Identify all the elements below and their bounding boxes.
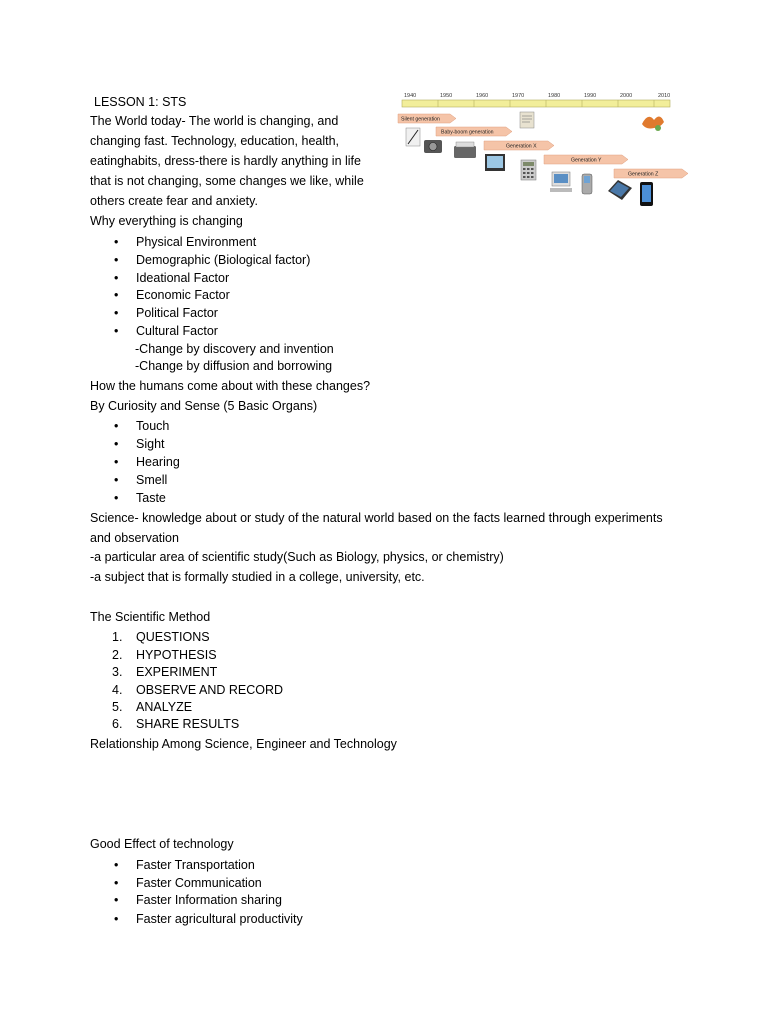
generation-arrow xyxy=(614,169,688,178)
generation-arrow xyxy=(398,114,456,123)
sense-text: Smell xyxy=(136,473,168,487)
science-line: Science- knowledge about or study of the natural world based on the facts learned through experiments xyxy=(90,511,663,525)
step-number: 5. xyxy=(112,700,123,714)
year-label: 2010 xyxy=(658,93,671,99)
year-label: 1950 xyxy=(440,93,453,99)
generation-label: Generation Z xyxy=(628,171,659,178)
list-item xyxy=(114,471,167,491)
sense-text: Sight xyxy=(136,437,165,451)
science-line: and observation xyxy=(90,531,179,545)
list-item xyxy=(114,910,303,930)
generation-arrow xyxy=(484,141,554,150)
step-text: QUESTIONS xyxy=(136,630,210,644)
science-line: -a particular area of scientific study(Such as Biology, physics, or chemistry) xyxy=(90,550,504,564)
generation-label: Baby-boom generation xyxy=(441,129,494,136)
bullet: • xyxy=(114,324,119,338)
sense-text: Taste xyxy=(136,491,166,505)
list-item xyxy=(112,715,239,735)
lesson-title: LESSON 1: STS xyxy=(94,95,187,109)
intro-line: others create fear and anxiety. xyxy=(90,194,258,208)
laptop-icon xyxy=(608,180,632,200)
effect-text: Faster agricultural productivity xyxy=(136,912,303,926)
good-effect-heading: Good Effect of technology xyxy=(90,837,234,851)
list-item xyxy=(112,628,210,648)
step-number: 6. xyxy=(112,717,123,731)
bullet: • xyxy=(114,491,119,505)
effect-text: Faster Communication xyxy=(136,876,262,890)
list-item xyxy=(114,286,230,306)
list-item xyxy=(114,453,180,473)
sense-text: Touch xyxy=(136,419,170,433)
senses-heading: By Curiosity and Sense (5 Basic Organs) xyxy=(90,399,318,413)
sense-text: Hearing xyxy=(136,455,180,469)
typewriter-icon xyxy=(454,142,476,158)
list-item xyxy=(114,233,256,253)
factor-text: Cultural Factor xyxy=(136,324,218,338)
generation-arrow xyxy=(436,127,512,136)
list-item xyxy=(114,322,218,342)
bullet: • xyxy=(114,858,119,872)
year-label: 1970 xyxy=(512,93,525,99)
year-label: 1960 xyxy=(476,93,489,99)
step-number: 1. xyxy=(112,630,123,644)
list-item xyxy=(114,417,169,437)
generation-label: Generation X xyxy=(506,143,537,150)
factor-text: Demographic (Biological factor) xyxy=(136,253,311,267)
bullet: • xyxy=(114,235,119,249)
list-item xyxy=(114,856,255,876)
newspaper-icon xyxy=(520,112,534,128)
method-heading: The Scientific Method xyxy=(90,610,211,624)
list-item xyxy=(114,489,166,509)
generation-label: Generation Y xyxy=(571,157,602,164)
camera-icon xyxy=(424,140,442,153)
desktop-computer-icon xyxy=(550,172,572,192)
why-heading: Why everything is changing xyxy=(90,214,243,228)
intro-line: The World today- The world is changing, and xyxy=(90,114,339,128)
humans-heading: How the humans come about with these changes? xyxy=(90,379,371,393)
timeline-svg xyxy=(396,88,696,210)
step-text: SHARE RESULTS xyxy=(136,717,240,731)
bullet: • xyxy=(114,455,119,469)
cultural-subitem: -Change by discovery and invention xyxy=(135,342,334,356)
year-label: 2000 xyxy=(620,93,633,99)
intro-line: changing fast. Technology, education, health, xyxy=(90,134,340,148)
year-label: 1940 xyxy=(404,93,417,99)
list-item xyxy=(114,251,310,271)
list-item xyxy=(112,663,217,683)
dragon-icon xyxy=(642,116,664,131)
timeline-bar xyxy=(402,100,670,107)
list-item xyxy=(114,891,282,911)
year-label: 1990 xyxy=(584,93,597,99)
step-number: 2. xyxy=(112,648,123,662)
step-number: 4. xyxy=(112,683,123,697)
factor-text: Economic Factor xyxy=(136,288,230,302)
bullet: • xyxy=(114,419,119,433)
bullet: • xyxy=(114,253,119,267)
relationship-heading: Relationship Among Science, Engineer and Technology xyxy=(90,737,397,751)
bullet: • xyxy=(114,437,119,451)
list-item xyxy=(114,304,218,324)
science-line: -a subject that is formally studied in a college, university, etc. xyxy=(90,570,425,584)
factor-text: Ideational Factor xyxy=(136,271,230,285)
bullet: • xyxy=(114,893,119,907)
factor-text: Political Factor xyxy=(136,306,218,320)
calculator-icon xyxy=(521,160,536,180)
year-label: 1980 xyxy=(548,93,561,99)
generations-timeline-figure xyxy=(396,88,696,210)
intro-line: that is not changing, some changes we like, while xyxy=(90,174,364,188)
pen-icon xyxy=(406,128,420,146)
generation-label: Silent generation xyxy=(401,116,440,123)
step-text: ANALYZE xyxy=(136,700,193,714)
bullet: • xyxy=(114,876,119,890)
intro-line: eatinghabits, dress-there is hardly anything in life xyxy=(90,154,361,168)
bullet: • xyxy=(114,288,119,302)
bullet: • xyxy=(114,306,119,320)
bullet: • xyxy=(114,912,119,926)
bullet: • xyxy=(114,473,119,487)
bullet: • xyxy=(114,271,119,285)
list-item xyxy=(114,435,165,455)
step-text: HYPOTHESIS xyxy=(136,648,217,662)
factor-text: Physical Environment xyxy=(136,235,257,249)
smartphone-icon xyxy=(640,182,653,206)
generation-arrow xyxy=(544,155,628,164)
cultural-subitem: -Change by diffusion and borrowing xyxy=(135,359,333,373)
step-number: 3. xyxy=(112,665,123,679)
effect-text: Faster Information sharing xyxy=(136,893,282,907)
step-text: OBSERVE AND RECORD xyxy=(136,683,284,697)
step-text: EXPERIMENT xyxy=(136,665,218,679)
mobile-phone-icon xyxy=(582,174,592,194)
television-icon xyxy=(485,154,505,171)
effect-text: Faster Transportation xyxy=(136,858,255,872)
